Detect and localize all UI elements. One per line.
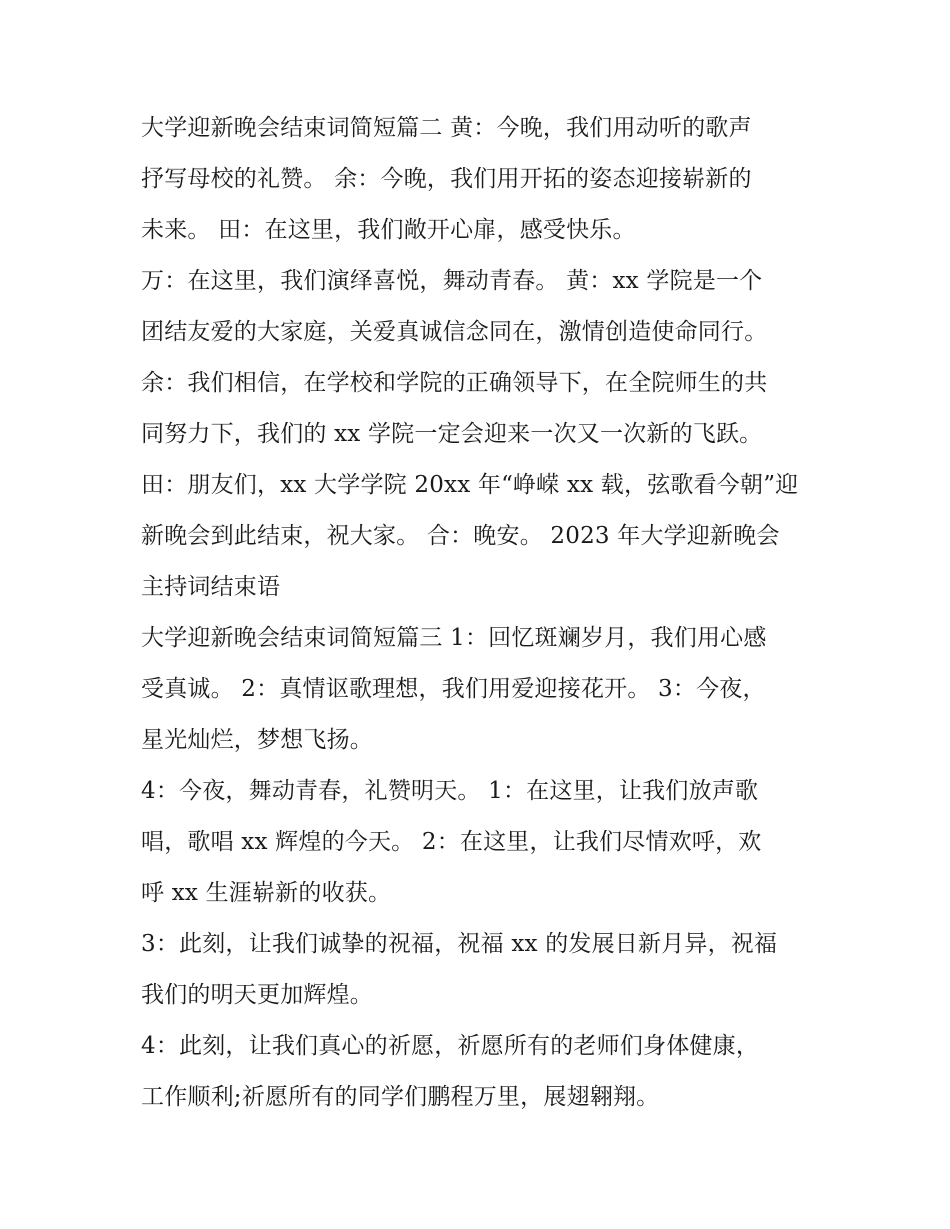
- text-line: 大学迎新晚会结束词简短篇三 1：回忆斑斓岁月，我们用心感: [141, 625, 767, 651]
- text-line: 主持词结束语: [141, 574, 281, 600]
- text-line: 未来。 田：在这里，我们敞开心扉，感受快乐。: [141, 217, 636, 243]
- text-line: 呼 xx 生涯崭新的收获。: [141, 880, 392, 906]
- text-line: 大学迎新晚会结束词简短篇二 黄：今晚，我们用动听的歌声: [141, 115, 752, 141]
- document-body: [141, 103, 831, 1123]
- text-line: 星光灿烂，梦想飞扬。: [141, 727, 373, 753]
- text-line: 余：我们相信，在学校和学院的正确领导下，在全院师生的共: [141, 370, 768, 396]
- text-line: 4：今夜，舞动青春，礼赞明天。 1：在这里，让我们放声歌: [141, 778, 759, 804]
- text-line: 4：此刻，让我们真心的祈愿，祈愿所有的老师们身体健康，: [141, 1033, 760, 1059]
- text-line: 田：朋友们，xx 大学学院 20xx 年“峥嵘 xx 载，弦歌看今朝”迎: [141, 472, 799, 498]
- text-line: 受真诚。 2：真情讴歌理想，我们用爱迎接花开。 3：今夜，: [141, 676, 766, 702]
- text-line: 抒写母校的礼赞。 余：今晚，我们用开拓的姿态迎接崭新的: [141, 166, 752, 192]
- text-line: 团结友爱的大家庭，关爱真诚信念同在，激情创造使命同行。: [141, 319, 768, 345]
- text-line: 工作顺利;祈愿所有的同学们鹏程万里，展翅翱翔。: [141, 1084, 660, 1110]
- text-line: 同努力下，我们的 xx 学院一定会迎来一次又一次新的飞跃。: [141, 421, 763, 447]
- text-line: 万：在这里，我们演绎喜悦，舞动青春。 黄：xx 学院是一个: [141, 268, 763, 294]
- text-line: 3：此刻，让我们诚挚的祝福，祝福 xx 的发展日新月异，祝福: [141, 931, 778, 957]
- text-line: 唱，歌唱 xx 辉煌的今天。 2：在这里，让我们尽情欢呼，欢: [141, 829, 762, 855]
- text-line: 我们的明天更加辉煌。: [141, 982, 373, 1008]
- text-line: 新晚会到此结束，祝大家。 合：晚安。 2023 年大学迎新晚会: [141, 523, 780, 549]
